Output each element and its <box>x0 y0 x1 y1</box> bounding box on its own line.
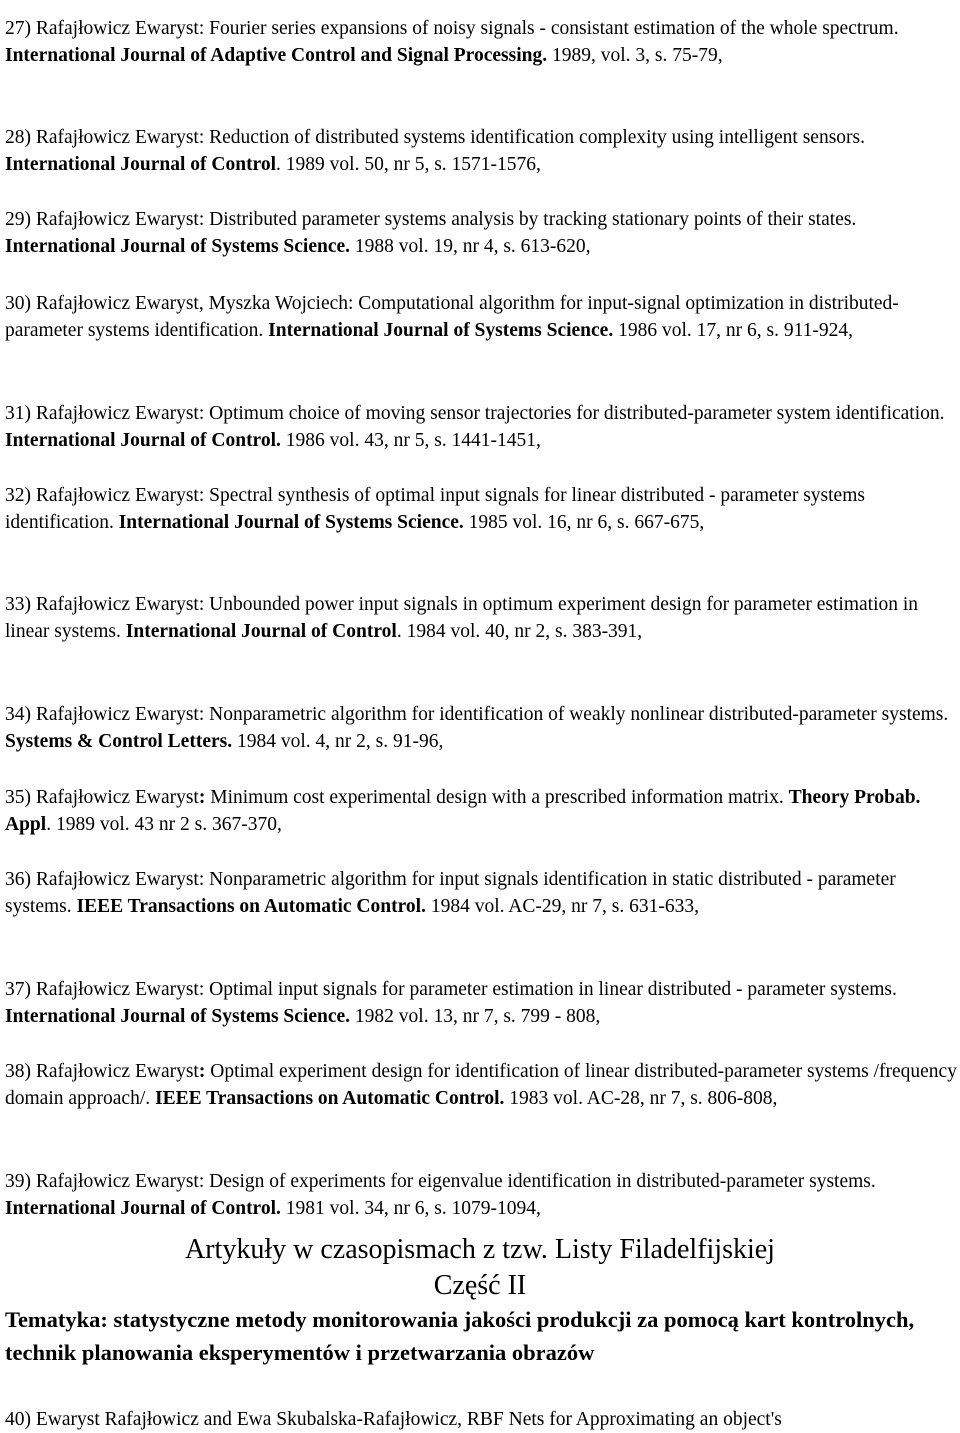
journal-name: Theory Probab. Appl <box>5 787 920 836</box>
reference-37: 37) Rafajłowicz Ewaryst: Optimal input signals for parameter estimation in linear distributed - parameter systems. International Journal of Systems Science. 1982 vol. 13, nr 7, s. 799 - 808, <box>5 976 957 1031</box>
journal-name: IEEE Transactions on Automatic Control. <box>77 896 426 917</box>
section-subheading: Część II <box>0 1269 960 1303</box>
reference-34: 34) Rafajłowicz Ewaryst: Nonparametric algorithm for identification of weakly nonlinear distributed-parameter systems. Systems & Control Letters. 1984 vol. 4, nr 2, s. 91-96, <box>5 701 957 756</box>
journal-name: International Journal of Adaptive Control and Signal Processing. <box>5 45 547 66</box>
reference-29: 29) Rafajłowicz Ewaryst: Distributed parameter systems analysis by tracking stationary points of their states. International Journal of Systems Science. 1988 vol. 19, nr 4, s. 613-620, <box>5 206 957 261</box>
journal-name: International Journal of Control. <box>5 1198 281 1219</box>
reference-32: 32) Rafajłowicz Ewaryst: Spectral synthesis of optimal input signals for linear distributed - parameter systems identification. International Journal of Systems Science. 1985 vol. 16, nr 6, s. 667-675, <box>5 482 957 537</box>
journal-name: International Journal of Systems Science. <box>119 512 464 533</box>
reference-33: 33) Rafajłowicz Ewaryst: Unbounded power input signals in optimum experiment design for parameter estimation in linear systems. International Journal of Control. 1984 vol. 40, nr 2, s. 383-391, <box>5 591 957 646</box>
journal-name: International Journal of Systems Science. <box>268 320 613 341</box>
journal-name: International Journal of Control <box>5 154 276 175</box>
journal-name: International Journal of Control. <box>5 430 281 451</box>
section-heading: Artykuły w czasopismach z tzw. Listy Filadelfijskiej <box>0 1233 960 1267</box>
reference-35: 35) Rafajłowicz Ewaryst: Minimum cost experimental design with a prescribed information matrix. Theory Probab. Appl. 1989 vol. 43 nr 2 s. 367-370, <box>5 784 957 839</box>
reference-28: 28) Rafajłowicz Ewaryst: Reduction of distributed systems identification complexity using intelligent sensors. International Journal of Control. 1989 vol. 50, nr 5, s. 1571-1576, <box>5 124 957 179</box>
section-topic: Tematyka: statystyczne metody monitorowania jakości produkcji za pomocą kart kontrolnych, technik planowania eksperymentów i przetwarzania obrazów <box>5 1303 957 1369</box>
reference-38: 38) Rafajłowicz Ewaryst: Optimal experiment design for identification of linear distributed-parameter systems /frequency domain approach/. IEEE Transactions on Automatic Control. 1983 vol. AC-28, nr 7, s. 806-808, <box>5 1058 957 1113</box>
journal-name: International Journal of Systems Science. <box>5 236 350 257</box>
reference-40: 40) Ewaryst Rafajłowicz and Ewa Skubalska-Rafajłowicz, RBF Nets for Approximating an object's <box>5 1406 957 1433</box>
reference-39: 39) Rafajłowicz Ewaryst: Design of experiments for eigenvalue identification in distributed-parameter systems. International Journal of Control. 1981 vol. 34, nr 6, s. 1079-1094, <box>5 1168 957 1223</box>
reference-27: 27) Rafajłowicz Ewaryst: Fourier series expansions of noisy signals - consistant estimation of the whole spectrum. International Journal of Adaptive Control and Signal Processing. 1989, vol. 3, s. 75-79, <box>5 15 957 70</box>
journal-name: International Journal of Systems Science. <box>5 1006 350 1027</box>
journal-name: International Journal of Control <box>126 621 397 642</box>
reference-31: 31) Rafajłowicz Ewaryst: Optimum choice of moving sensor trajectories for distributed-parameter system identification. International Journal of Control. 1986 vol. 43, nr 5, s. 1441-1451, <box>5 400 957 455</box>
reference-36: 36) Rafajłowicz Ewaryst: Nonparametric algorithm for input signals identification in static distributed - parameter systems. IEEE Transactions on Automatic Control. 1984 vol. AC-29, nr 7, s. 631-633, <box>5 866 957 921</box>
journal-name: Systems & Control Letters. <box>5 731 232 752</box>
reference-30: 30) Rafajłowicz Ewaryst, Myszka Wojciech: Computational algorithm for input-signal optimization in distributed- parameter systems identification. International Journal of Systems Science. 1986 vol. 17, nr 6, s. 911-924, <box>5 290 957 345</box>
journal-name: IEEE Transactions on Automatic Control. <box>155 1088 504 1109</box>
